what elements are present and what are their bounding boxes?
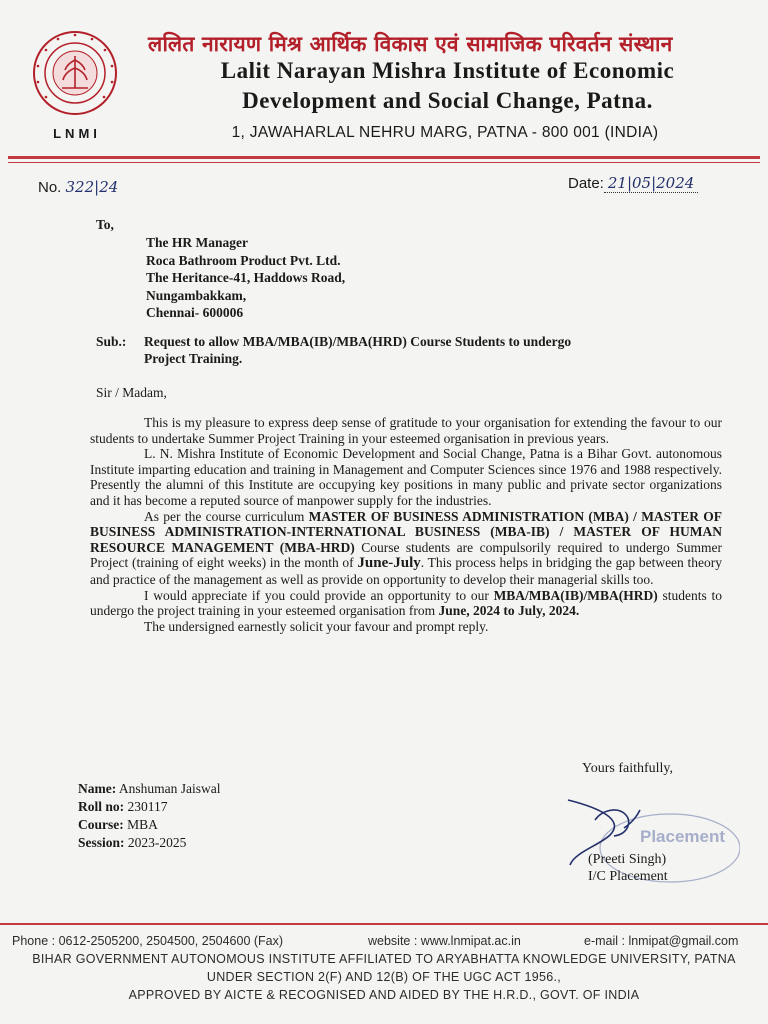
body-paragraph-3 — [90, 509, 722, 588]
p3-text-a: As per the course curriculum — [144, 508, 309, 524]
institute-name — [160, 56, 735, 116]
p4-dates: June, 2024 to July, 2024. — [438, 603, 580, 619]
body-paragraph-4 — [90, 588, 722, 619]
session: 2023-2025 — [127, 835, 187, 850]
institute-seal-logo — [32, 30, 118, 116]
recipient-line: The Heritance-41, Haddows Road, — [146, 270, 346, 285]
stamp-text: Placement — [640, 827, 726, 846]
course-label: Course: — [78, 817, 124, 832]
header-divider-thin — [8, 162, 760, 163]
institute-name-hindi: ललित नारायण मिश्र आर्थिक विकास एवं सामाजिक परिवर्तन संस्थान — [148, 32, 673, 56]
p4-text-a: I would appreciate if you could provide an opportunity to our — [144, 587, 494, 603]
institute-name-line-1: Lalit Narayan Mishra Institute of Economic — [220, 58, 675, 83]
student-name-label: Name: — [78, 781, 117, 796]
p3-text-b: Course students are compulsorily required to undergo Summer Project (training of eight weeks) in the month of — [90, 539, 723, 571]
body-paragraph-5: The undersigned earnestly solicit your favour and prompt reply. — [144, 618, 489, 634]
signatory-name: (Preeti Singh) — [588, 852, 667, 867]
recipient-line: Nungambakkam, — [146, 287, 247, 303]
student-name: Anshuman Jaiswal — [118, 781, 221, 796]
institute-address: 1, JAWAHARLAL NEHRU MARG, PATNA - 800 001 (INDIA) — [231, 124, 659, 141]
course: MBA — [127, 817, 158, 832]
roll-no-label: Roll no: — [78, 799, 125, 814]
footer-website: website : www.lnmipat.ac.in — [368, 934, 521, 948]
p4-text-b: students to undergo the project training in your esteemed organisation from — [90, 587, 722, 619]
letter-body — [90, 415, 722, 634]
subject-text — [144, 333, 704, 367]
subject-label: Sub.: — [96, 334, 127, 349]
recipient-address — [146, 234, 345, 322]
reference-number-label: No. — [38, 179, 62, 196]
reference-number-value: 322|24 — [65, 178, 119, 196]
recipient-line: Chennai- 600006 — [146, 305, 244, 320]
roll-no: 230117 — [127, 799, 168, 814]
footer-ugc: UNDER SECTION 2(F) AND 12(B) OF THE UGC ACT 1956., — [206, 970, 562, 984]
footer-approval: APPROVED BY AICTE & RECOGNISED AND AIDED BY THE H.R.D., GOVT. OF INDIA — [128, 988, 640, 1002]
student-details — [78, 780, 221, 852]
recipient-line: Roca Bathroom Product Pvt. Ltd. — [146, 252, 341, 268]
subject-line-1: Request to allow MBA/MBA(IB)/MBA(HRD) Course Students to undergo — [144, 334, 572, 349]
date-value: 21|05|2024 — [604, 174, 698, 193]
salutation: Sir / Madam, — [96, 385, 167, 400]
p4-programs: MBA/MBA(IB)/MBA(HRD) — [493, 587, 658, 603]
body-paragraph-1: This is my pleasure to express deep sense of gratitude to your organisation for extending the favour to our students to undertake Summer Project Training in your esteemed organisation in previous years. — [90, 415, 722, 446]
p3-text-c: . This process helps in bridging the gap between theory and practice of the management as well as provide on opportunity to develop their managerial skills too. — [90, 555, 723, 587]
signatory — [588, 851, 668, 885]
footer-affiliation: BIHAR GOVERNMENT AUTONOMOUS INSTITUTE AFFILIATED TO ARYABHATTA KNOWLEDGE UNIVERSITY, PATNA — [32, 952, 736, 966]
signatory-title: I/C Placement — [588, 869, 668, 884]
footer-email: e-mail : lnmipat@gmail.com — [584, 934, 739, 948]
p3-months: June-July — [357, 555, 421, 572]
recipient-to: To, — [96, 217, 114, 232]
reference-number — [38, 178, 118, 196]
recipient-line: The HR Manager — [146, 235, 248, 250]
institute-name-line-2: Development and Social Change, Patna. — [242, 88, 653, 113]
subject-line-2: Project Training. — [144, 351, 243, 366]
footer-phone: Phone : 0612-2505200, 2504500, 2504600 (Fax) — [12, 934, 284, 948]
logo-abbreviation: LNMI — [53, 126, 101, 141]
body-paragraph-2: L. N. Mishra Institute of Economic Development and Social Change, Patna is a Bihar Govt. autonomous Institute imparting education and training in Management and Computer Sciences since 1976 and 1988 respectively. Presently the alumni of this Institute are occupying key positions in many public and private sector organizations and it has become a reputed source of manpower supply for the industries. — [90, 446, 722, 508]
date-label: Date: — [568, 175, 604, 192]
header-divider — [8, 156, 760, 159]
complimentary-close: Yours faithfully, — [582, 761, 674, 776]
letter-date — [568, 174, 698, 192]
session-label: Session: — [78, 835, 125, 850]
footer-divider — [0, 923, 768, 925]
p3-programs: MASTER OF BUSINESS ADMINISTRATION (MBA) / MASTER OF BUSINESS ADMINISTRATION-INTERNATIONAL BUSINESS (MBA-IB) / MASTER OF HUMAN RESOURCE MANAGEMENT (MBA-HRD) — [90, 508, 722, 555]
